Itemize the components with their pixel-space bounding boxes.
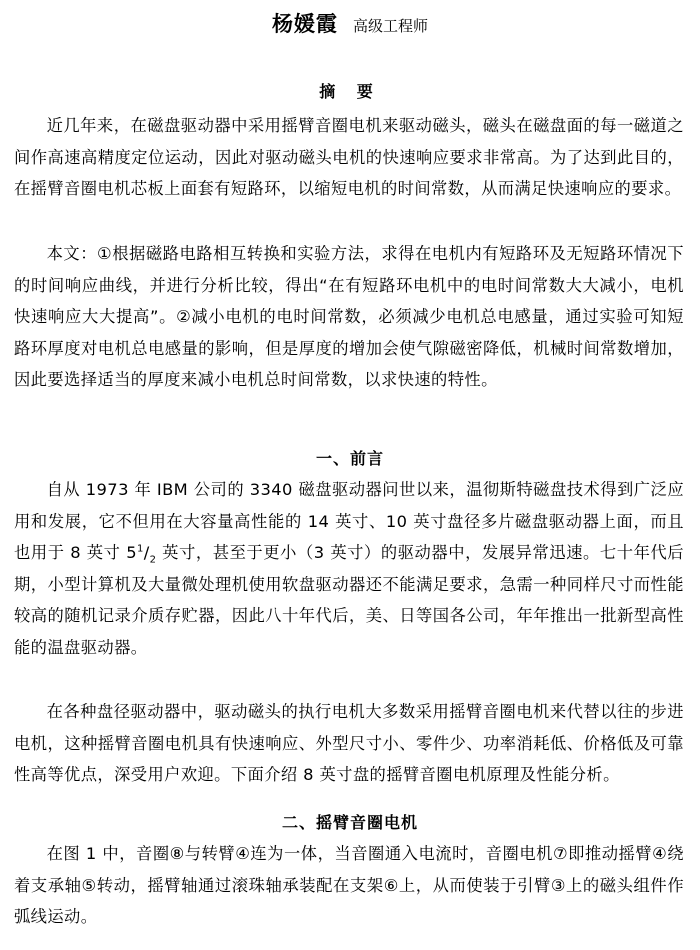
author-title: 高级工程师: [353, 17, 429, 35]
abstract-heading: 摘 要: [319, 82, 381, 101]
section-2-heading: 二、摇臂音圈电机: [281, 813, 418, 832]
section-1-heading: 一、前言: [315, 449, 384, 468]
voice-coil-paragraph-1: 在图 1 中，音圈⑧与转臂④连为一体，当音圈通入电流时，音圈电机⑦即推动摇臂④绕着支承轴⑤转动，摇臂轴通过滚珠轴承装配在支架⑥上，从而使装于引臂③上的磁头组件作弧线运动。: [14, 844, 684, 926]
intro-paragraph-1: [14, 474, 684, 663]
fraction-slash: /: [143, 543, 150, 562]
abstract-paragraph-1: 近几年来，在磁盘驱动器中采用摇臂音圈电机来驱动磁头，磁头在磁盘面的每一磁道之间作高速高精度定位运动，因此对驱动磁头电机的快速响应要求非常高。为了达到此目的，在摇臂音圈电机芯板上面套有短路环，以缩短电机的时间常数，从而满足快速响应的要求。: [14, 116, 684, 198]
author-name: 杨媛霞: [271, 12, 338, 36]
author-line: [0, 8, 700, 38]
fraction-numerator: 1: [137, 543, 144, 555]
intro-p1-text-start: 自从 1973 年 IBM 公司的 3340 磁盘驱动器问世以来，温彻斯特磁盘技术得到广泛应用和发展，它不但用在大容量高性能的 14 英寸、10 英寸盘径多片磁盘驱动器上面，而且也用于 8 英寸 5: [14, 480, 684, 562]
abstract-paragraph-2: 本文：①根据磁路电路相互转换和实验方法，求得在电机内有短路环及无短路环情况下的时间响应曲线，并进行分析比较，得出“在有短路环电机中的电时间常数大大减小，电机快速响应大大提高”。②减小电机的电时间常数，必须减少电机总电感量，通过实验可知短路环厚度对电机总电感量的影响，但是厚度的增加会使气隙磁密降低，机械时间常数增加，因此要选择适当的厚度来减小电机总时间常数，以求快速的特性。: [14, 244, 684, 389]
fraction-denominator: 2: [149, 554, 157, 566]
intro-p1-text-end: 英寸，甚至于更小（3 英寸）的驱动器中，发展异常迅速。七十年代后期，小型计算机及大量微处理机使用软盘驱动器还不能满足要求，急需一种同样尺寸而性能较高的随机记录介质存贮器，因此八十年代后，美、日等国各公司，年年推出一批新型高性能的温盘驱动器。: [14, 543, 684, 657]
intro-paragraph-2: 在各种盘径驱动器中，驱动磁头的执行电机大多数采用摇臂音圈电机来代替以往的步进电机，这种摇臂音圈电机具有快速响应、外型尺寸小、零件少、功率消耗低、价格低及可靠性高等优点，深受用户欢迎。下面介绍 8 英寸盘的摇臂音圈电机原理及性能分析。: [14, 702, 684, 784]
